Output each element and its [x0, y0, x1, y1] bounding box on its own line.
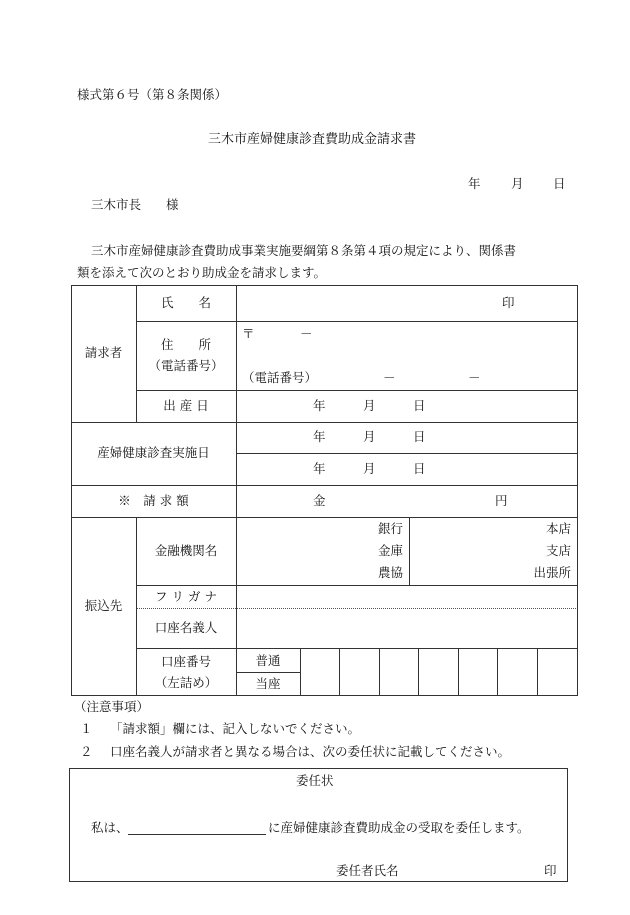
name-label: 氏 名	[160, 295, 211, 310]
address-label: 住 所	[160, 337, 211, 352]
birth-label: 出 産 日	[163, 398, 209, 413]
account-note: （左詰め）	[154, 675, 218, 690]
note-1-text: 「請求額」欄には、記入しないでください。	[110, 721, 361, 736]
date-day-label: 日	[553, 176, 566, 191]
branch-type-branch: 支店	[545, 543, 571, 558]
checkup2-month: 月	[363, 461, 376, 476]
proxy-agent-field[interactable]	[128, 820, 266, 835]
addressee: 三木市長 様	[91, 197, 179, 212]
account-number-boxes[interactable]	[300, 648, 577, 695]
claimant-label: 請求者	[84, 345, 123, 360]
transfer-label: 振込先	[84, 598, 123, 613]
furigana-label: フ リ ガ ナ	[155, 589, 217, 604]
phone-dash-2: －	[468, 370, 481, 385]
phone-label: （電話番号）	[148, 358, 224, 373]
proxy-signer-label: 委任者氏名	[336, 863, 399, 878]
phone-prefix: （電話番号）	[242, 370, 318, 385]
name-field[interactable]	[236, 285, 577, 321]
name-seal: 印	[502, 295, 515, 310]
amount-field	[236, 485, 577, 517]
checkup2-year: 年	[313, 461, 326, 476]
checkup-date-field-1[interactable]	[236, 422, 577, 453]
date-month-label: 月	[511, 176, 524, 191]
note-1-number: １	[80, 721, 93, 736]
checkup-date-field-2[interactable]	[236, 453, 577, 485]
proxy-seal: 印	[544, 863, 557, 878]
amount-suffix: 円	[495, 493, 508, 508]
birth-year: 年	[313, 398, 326, 413]
amount-label: ※ 請 求 額	[118, 493, 189, 508]
date-year-label: 年	[468, 176, 481, 191]
notes-heading: （注意事項）	[74, 699, 150, 714]
proxy-sentence-start: 私は、	[91, 820, 129, 835]
birth-date-field[interactable]	[236, 390, 577, 422]
page-title: 三木市産婦健康診査費助成金請求書	[208, 132, 417, 147]
form-number: 様式第６号（第８条関係）	[77, 87, 228, 102]
account-type-ordinary[interactable]: 普通	[255, 653, 281, 668]
proxy-sentence-end: に産婦健康診査費助成金の受取を委任します。	[268, 820, 530, 835]
bank-label: 金融機関名	[154, 543, 218, 558]
account-type-checking[interactable]: 当座	[255, 676, 281, 691]
checkup2-day: 日	[413, 461, 426, 476]
birth-month: 月	[363, 398, 376, 413]
branch-type-main: 本店	[545, 521, 571, 536]
checkup1-month: 月	[363, 429, 376, 444]
phone-dash-1: －	[383, 370, 396, 385]
proxy-title: 委任状	[296, 773, 334, 788]
amount-prefix: 金	[313, 493, 326, 508]
checkup1-year: 年	[313, 429, 326, 444]
note-2-text: 口座名義人が請求者と異なる場合は、次の委任状に記載してください。	[110, 744, 511, 759]
furigana-field[interactable]	[236, 585, 577, 608]
checkup1-day: 日	[413, 429, 426, 444]
intro-line-2: 類を添えて次のとおり助成金を請求します。	[77, 265, 327, 280]
bank-type-ja: 農協	[377, 565, 403, 580]
postal-mark: 〒	[242, 326, 255, 341]
checkup-label: 産婦健康診査実施日	[97, 445, 210, 460]
bank-type-bank: 銀行	[377, 521, 403, 536]
intro-line-1: 三木市産婦健康診査費助成事業実施要綱第８条第４項の規定により、関係書	[91, 243, 517, 258]
birth-day: 日	[413, 398, 426, 413]
bank-type-shinkin: 金庫	[377, 543, 403, 558]
note-2-number: ２	[80, 744, 93, 759]
holder-field[interactable]	[236, 608, 577, 648]
account-label: 口座番号	[160, 654, 211, 669]
branch-type-office: 出張所	[533, 565, 571, 580]
holder-label: 口座名義人	[154, 620, 218, 635]
postal-dash: －	[300, 326, 313, 341]
